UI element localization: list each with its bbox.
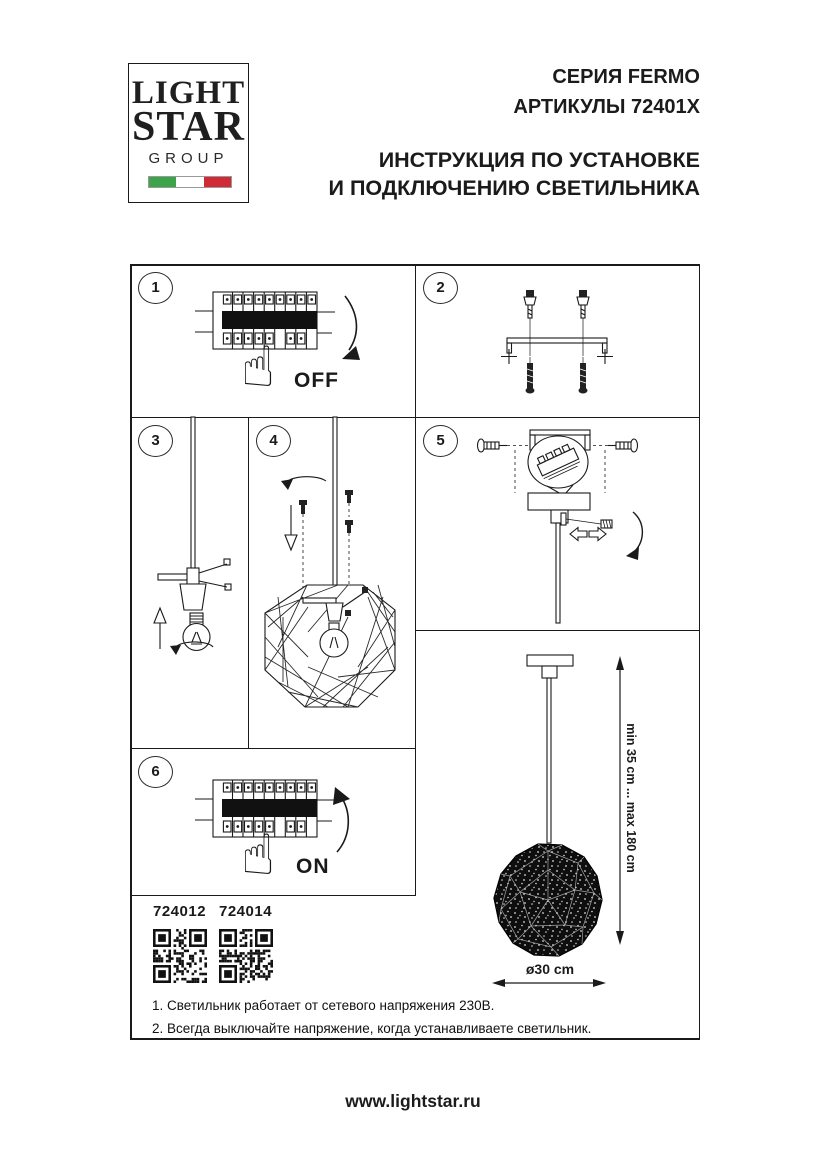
- step-number-badge: 1: [138, 272, 173, 304]
- diameter-label: ø30 cm: [525, 961, 575, 977]
- canopy: [528, 493, 590, 510]
- website-url: www.lightstar.ru: [345, 1091, 481, 1111]
- step1-diagram-breaker-off: ☝: [130, 264, 415, 417]
- pendant-rod: [333, 417, 337, 599]
- left-right-arrows-icon: [570, 528, 606, 541]
- article-number: 724012: [153, 903, 207, 920]
- lightstar-logo: [128, 63, 249, 203]
- flag-red: [204, 177, 231, 187]
- terminal-block-detail: [528, 436, 588, 494]
- rotation-arrow-icon: [626, 512, 642, 560]
- logo-word-light: LIGHT: [131, 75, 246, 111]
- qr-code: [219, 929, 273, 983]
- wall-anchor-icon: [524, 290, 536, 318]
- suspension-height-label: min 35 cm ... max 180 cm: [624, 723, 638, 873]
- step-number-badge: 5: [423, 425, 458, 457]
- off-label: OFF: [294, 369, 339, 392]
- screw-icon: [299, 500, 307, 597]
- series-title: СЕРИЯ FERMO: [552, 66, 700, 88]
- step4-diagram-shade-install: [248, 417, 415, 748]
- pendant-rod: [556, 523, 560, 623]
- spring-icon: [601, 520, 612, 528]
- ceiling-plate: [527, 655, 573, 666]
- rotation-arrow-icon: [281, 477, 326, 490]
- mounting-bracket-drawing: [501, 338, 613, 364]
- flag-green: [149, 177, 176, 187]
- pendant-sphere: [494, 844, 602, 956]
- italian-flag-icon: [148, 176, 232, 188]
- step5-diagram-canopy-fixing: [415, 417, 700, 630]
- screw-icon: [579, 357, 588, 394]
- step-number-badge: 4: [256, 425, 291, 457]
- arrow-down-icon: [342, 296, 360, 360]
- lampshade-wireframe: [265, 585, 395, 707]
- grid-line: [130, 895, 416, 896]
- pendant-rod: [191, 417, 195, 570]
- step3-diagram-bulb-install: [130, 417, 248, 748]
- safety-notes: [152, 995, 591, 1040]
- logo-word-star: STAR: [132, 104, 245, 150]
- step-number-badge: 2: [423, 272, 458, 304]
- instruction-title-line1: ИНСТРУКЦИЯ ПО УСТАНОВКЕ: [378, 148, 700, 172]
- side-screw-icon: [597, 349, 613, 364]
- screw-icon: [526, 357, 535, 394]
- articles-title: АРТИКУЛЫ 72401X: [513, 96, 700, 118]
- up-arrow-icon: [154, 608, 166, 649]
- light-bulb-icon: [183, 613, 210, 651]
- qr-code: [153, 929, 207, 983]
- screw-icon: [478, 439, 508, 452]
- step-number-badge: 6: [138, 756, 173, 788]
- on-label: ON: [296, 855, 330, 878]
- instruction-title-line2: И ПОДКЛЮЧЕНИЮ СВЕТИЛЬНИКА: [328, 176, 700, 200]
- note-line: 2. Всегда выключайте напряжение, когда устанавливаете светильник.: [152, 1020, 592, 1036]
- screw-icon: [345, 490, 353, 587]
- side-screw-icon: [501, 349, 517, 364]
- arrow-up-icon: [333, 787, 350, 852]
- pendant-rod: [547, 678, 551, 843]
- note-line: 1. Светильник работает от сетевого напряжения 230В.: [152, 998, 495, 1013]
- dimension-line-horizontal: [492, 979, 606, 987]
- down-arrow-icon: [285, 505, 297, 550]
- article-number: 724014: [219, 903, 273, 920]
- step-number-badge: 3: [138, 425, 173, 457]
- header: [329, 62, 700, 202]
- pendant-lamp-overview: [415, 630, 700, 1040]
- screw-icon: [608, 439, 638, 452]
- logo-word-group: GROUP: [148, 150, 229, 167]
- wall-anchor-icon: [577, 290, 589, 318]
- flag-white: [176, 177, 203, 187]
